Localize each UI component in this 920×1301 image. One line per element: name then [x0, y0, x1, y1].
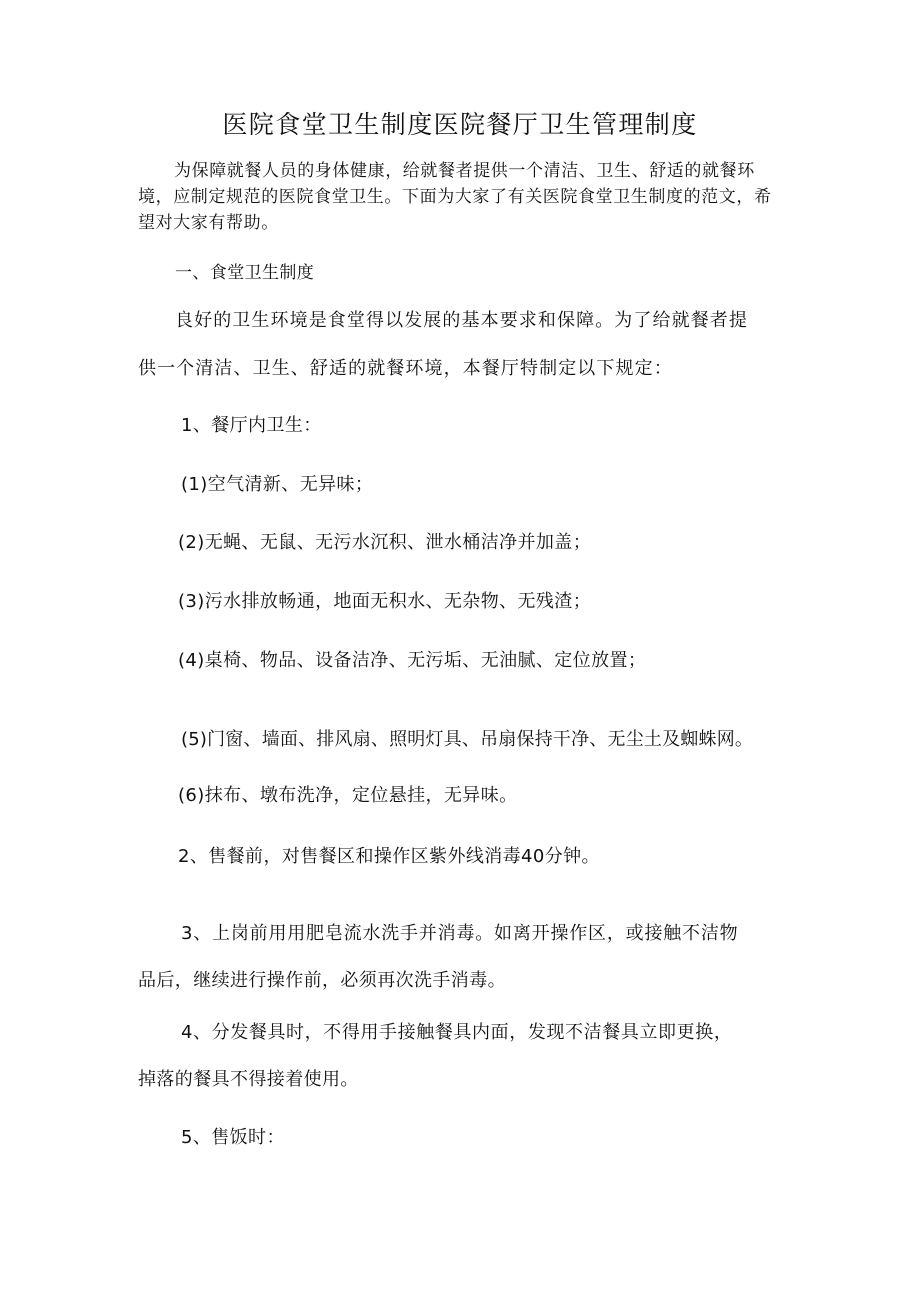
document-title: 医院食堂卫生制度医院餐厅卫生管理制度: [222, 110, 698, 139]
rule-1-item: (6)抹布、墩布洗净，定位悬挂，无异味。: [178, 785, 518, 806]
intro-paragraph: 为保障就餐人员的身体健康，给就餐者提供一个清洁、卫生、舒适的就餐环境，应制定规范的医院食堂卫生。下面为大家了有关医院食堂卫生制度的范文，希望对大家有帮助。: [138, 161, 772, 233]
rule-3-line-1: 3、上岗前用用肥皂流水洗手并消毒。如离开操作区，或接触不洁物: [181, 923, 739, 944]
rule-1-item: (2)无蝇、无鼠、无污水沉积、泄水桶洁净并加盖；: [178, 532, 592, 553]
paragraph-line-2: 供一个清洁、卫生、舒适的就餐环境，本餐厅特制定以下规定：: [138, 358, 673, 379]
rule-1-heading: 1、餐厅内卫生：: [181, 415, 322, 436]
rule-1-item: (4)桌椅、物品、设备洁净、无污垢、无油腻、定位放置；: [178, 650, 647, 671]
section-heading: 一、食堂卫生制度: [175, 263, 315, 283]
rule-4-line-2: 掉落的餐具不得接着使用。: [138, 1069, 359, 1090]
rule-1-item: (5)门窗、墙面、排风扇、照明灯具、吊扇保持干净、无尘土及蜘蛛网。: [181, 729, 754, 750]
rule-4-line-1: 4、分发餐具时，不得用手接触餐具内面，发现不洁餐具立即更换，: [181, 1022, 733, 1043]
rule-1-item: (3)污水排放畅通，地面无积水、无杂物、无残渣；: [178, 591, 592, 612]
rule-1-item: (1)空气清新、无异味；: [181, 474, 374, 495]
paragraph-line-1: 良好的卫生环境是食堂得以发展的基本要求和保障。为了给就餐者提: [175, 310, 748, 331]
rule-3-line-2: 品后，继续进行操作前，必须再次洗手消毒。: [138, 970, 506, 991]
rule-2: 2、售餐前，对售餐区和操作区紫外线消毒40分钟。: [178, 846, 600, 867]
rule-5-heading: 5、售饭时：: [181, 1127, 285, 1148]
